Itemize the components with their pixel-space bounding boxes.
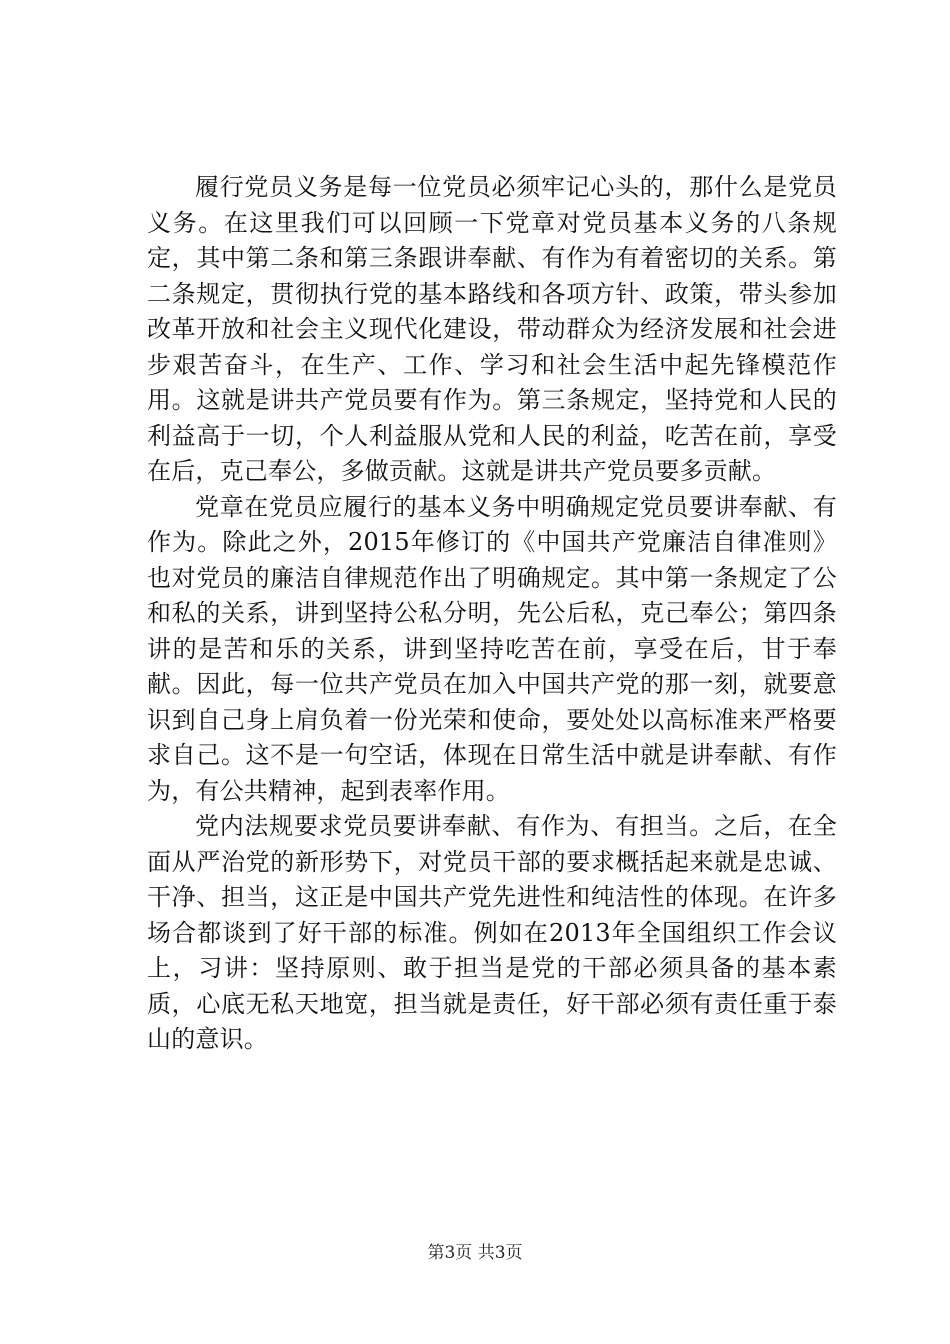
body-text [147,170,837,1058]
paragraph-2: 党章在党员应履行的基本义务中明确规定党员要讲奉献、有作为。除此之外，2015年修订的《中国共产党廉洁自律准则》也对党员的廉洁自律规范作出了明确规定。其中第一条规定了公和私的关系，讲到坚持公私分明，先公后私，克己奉公；第四条讲的是苦和乐的关系，讲到坚持吃苦在前，享受在后，甘于奉献。因此，每一位共产党员在加入中国共产党的那一刻，就要意识到自己身上肩负着一份光荣和使命，要处处以高标准来严格要求自己。这不是一句空话，体现在日常生活中就是讲奉献、有作为，有公共精神，起到表率作用。 [147,492,837,805]
page-number: 第3页 共3页 [427,1243,523,1263]
paragraph-1: 履行党员义务是每一位党员必须牢记心头的，那什么是党员义务。在这里我们可以回顾一下党章对党员基本义务的八条规定，其中第二条和第三条跟讲奉献、有作为有着密切的关系。第二条规定，贯彻执行党的基本路线和各项方针、政策，带头参加改革开放和社会主义现代化建设，带动群众为经济发展和社会进步艰苦奋斗，在生产、工作、学习和社会生活中起先锋模范作用。这就是讲共产党员要有作为。第三条规定，坚持党和人民的利益高于一切，个人利益服从党和人民的利益，吃苦在前，享受在后，克己奉公，多做贡献。这就是讲共产党员要多贡献。 [147,173,837,485]
page-footer [0,1242,950,1264]
paragraph-3: 党内法规要求党员要讲奉献、有作为、有担当。之后，在全面从严治党的新形势下，对党员干部的要求概括起来就是忠诚、干净、担当，这正是中国共产党先进性和纯洁性的体现。在许多场合都谈到了好干部的标准。例如在2013年全国组织工作会议上，习讲：坚持原则、敢于担当是党的干部必须具备的基本素质，心底无私天地宽，担当就是责任，好干部必须有责任重于泰山的意识。 [147,812,837,1053]
